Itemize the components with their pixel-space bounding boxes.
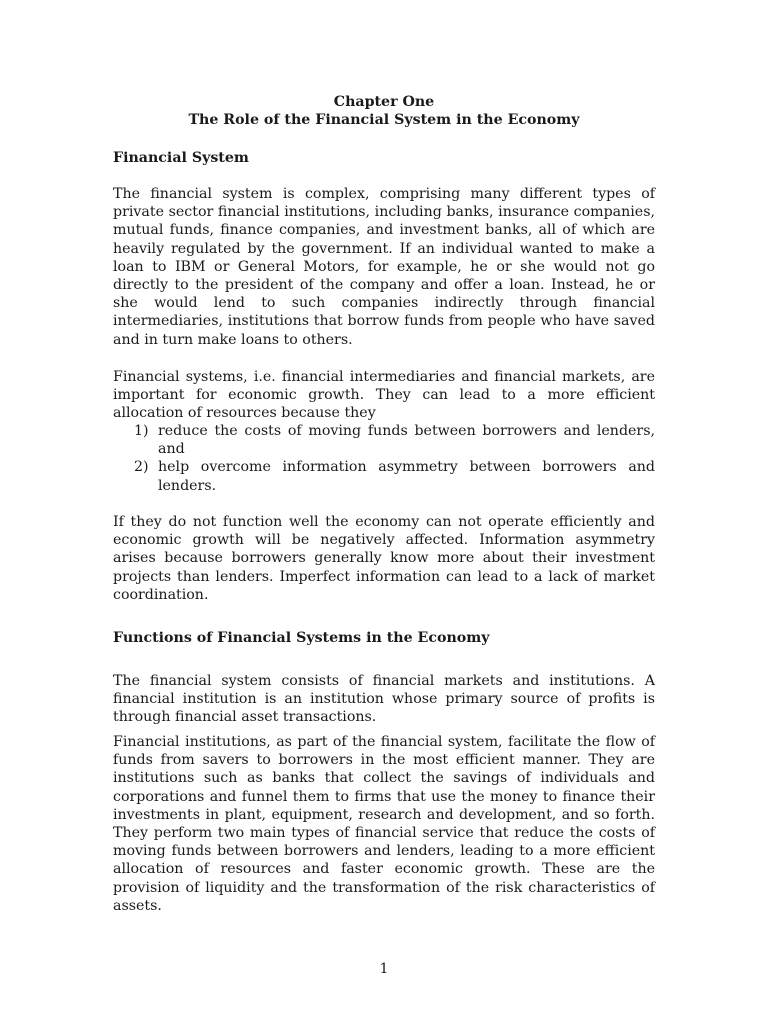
paragraph-financial-systems-growth: Financial systems, i.e. financial intermediaries and financial markets, are important for economic growth. They can lead to a more efficient allocation of resources because they: [113, 369, 655, 422]
list-item: [113, 458, 655, 494]
paragraph-information-asymmetry: If they do not function well the economy can not operate efficiently and economic growth will be negatively affected. Information asymmetry arises because borrowers generally know more about their investment projects than lenders. Imperfect information can lead to a lack of market coordination.: [113, 514, 655, 603]
list-item-number: 1): [134, 423, 149, 439]
list-item: [113, 422, 655, 458]
section-title-functions: Functions of Financial Systems in the Economy: [113, 630, 490, 646]
page-number: 1: [379, 961, 389, 977]
list-item-number: 2): [134, 459, 149, 476]
chapter-heading: [113, 93, 655, 129]
list-item-text: help overcome information asymmetry between borrowers and lenders.: [158, 459, 655, 494]
paragraph-financial-institutions-role: Financial institutions, as part of the financial system, facilitate the flow of funds from savers to borrowers in the most efficient manner. They are institutions such as banks that collect the savings of individuals and corporations and funnel them to firms that use the money to finance their investments in plant, equipment, research and development, and so forth. They perform two main types of financial service that reduce the costs of moving funds between borrowers and lenders, leading to a more efficient allocation of resources and faster economic growth. These are the provision of liquidity and the transformation of the risk characteristics of assets.: [113, 734, 655, 914]
paragraph-financial-system-intro: The financial system is complex, comprising many different types of private sector financial institutions, including banks, insurance companies, mutual funds, finance companies, and investment banks, all of which are heavily regulated by the government. If an individual wanted to make a loan to IBM or General Motors, for example, he or she would not go directly to the president of the company and offer a loan. Instead, he or she would lend to such companies indirectly through financial intermediaries, institutions that borrow funds from people who have saved and in turn make loans to others.: [113, 186, 655, 348]
benefits-list: [113, 422, 655, 495]
list-item-text: reduce the costs of moving funds between borrowers and lenders, and: [158, 423, 655, 458]
chapter-label: Chapter One: [333, 94, 435, 110]
section-title-financial-system: Financial System: [113, 150, 249, 166]
chapter-title: The Role of the Financial System in the Economy: [188, 112, 580, 129]
paragraph-financial-institution-definition: The financial system consists of financial markets and institutions. A financial institution is an institution whose primary source of profits is through financial asset transactions.: [113, 673, 655, 726]
